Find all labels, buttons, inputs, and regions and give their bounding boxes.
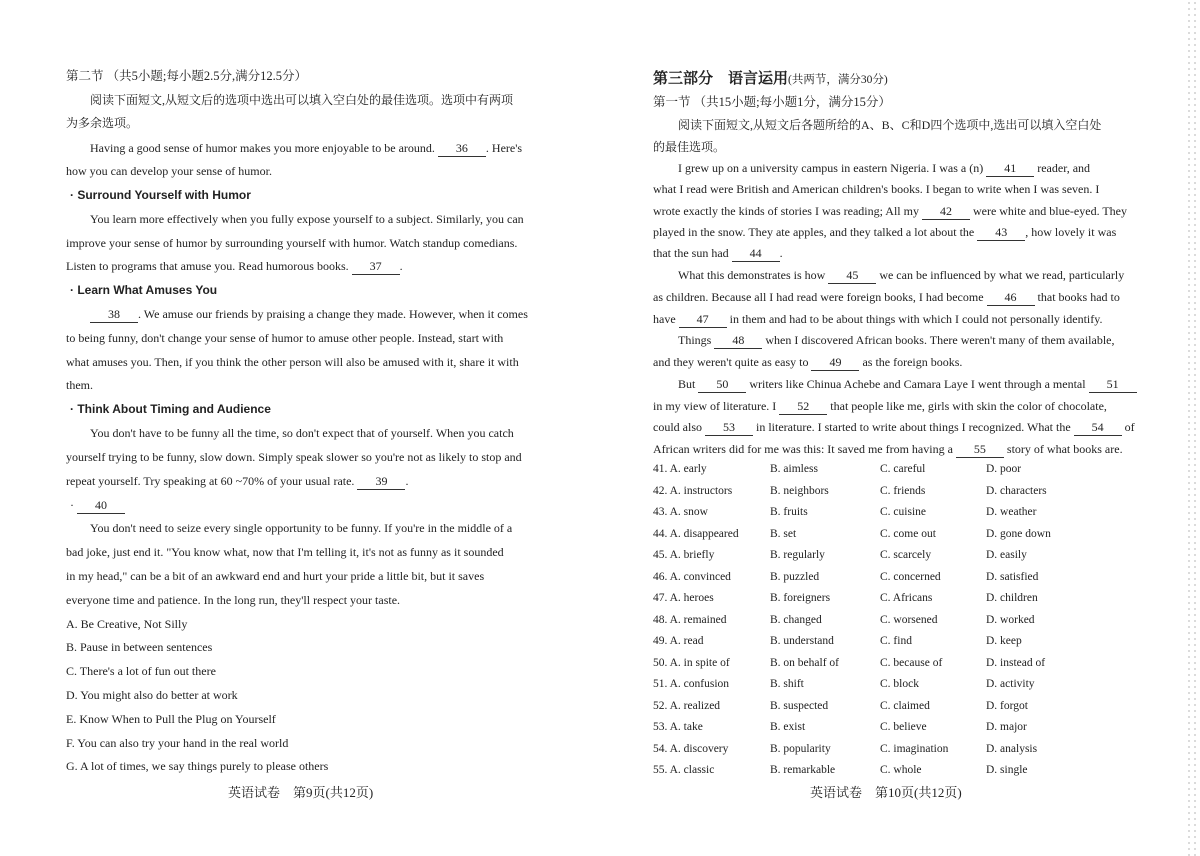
blank-50: 50 [698, 376, 746, 393]
paragraph-line: 38 . We amuse our friends by praising a change they made. However, when it comes [90, 306, 528, 323]
paragraph-line: them. [66, 378, 93, 392]
choice-45-d: D. easily [986, 549, 1027, 561]
option-c: C. There's a lot of fun out there [66, 664, 216, 678]
choice-54-d: D. analysis [986, 742, 1038, 755]
blank-46: 46 [987, 289, 1035, 306]
choice-52-a: 52. A. realized [653, 699, 721, 712]
passage-line: as children. Because all I had read were foreign books, I had become 46 that books had to [653, 290, 1120, 304]
passage-line: What this demonstrates is how 45 we can be influenced by what we read, particularly [678, 268, 1125, 282]
choice-55-c: C. whole [880, 764, 922, 776]
choice-44-a: 44. A. disappeared [653, 527, 739, 540]
choice-51-c: C. block [880, 678, 919, 690]
blank-38: 38 [90, 306, 138, 323]
blank-48: 48 [714, 332, 762, 349]
passage-line: and they weren't quite as easy to 49 as the foreign books. [653, 355, 963, 369]
blank-43: 43 [977, 224, 1025, 241]
passage-line: played in the snow. They ate apples, and they talked a lot about the 43 , how lovely it was [653, 225, 1117, 239]
choice-50-a: 50. A. in spite of [653, 656, 730, 669]
page-footer: 英语试卷 第9页(共12页) [228, 785, 374, 800]
choice-42-a: 42. A. instructors [653, 484, 733, 497]
choice-49-d: D. keep [986, 635, 1022, 647]
paragraph-line: bad joke, just end it. "You know what, now that I'm telling it, it's not as funny as it sounded [66, 545, 504, 559]
option-a: A. Be Creative, Not Silly [66, 617, 188, 631]
choice-53-b: B. exist [770, 721, 806, 733]
paragraph-line: what amuses you. Then, if you think the other person will also be amused with it, share it with [66, 355, 519, 369]
choice-51-d: D. activity [986, 678, 1035, 690]
blank-51: 51 [1089, 376, 1137, 393]
choice-50-d: D. instead of [986, 656, 1046, 669]
choice-46-d: D. satisfied [986, 570, 1039, 583]
passage-line: But 50 writers like Chinua Achebe and Camara Laye I went through a mental 51 [678, 376, 1137, 393]
choice-41-c: C. careful [880, 463, 926, 475]
blank-41: 41 [986, 160, 1034, 177]
choice-54-a: 54. A. discovery [653, 742, 729, 755]
passage-line: in my view of literature. I 52 that people like me, girls with skin the color of chocolate, [653, 399, 1107, 413]
page-footer: 英语试卷 第10页(共12页) [810, 785, 962, 800]
option-e: E. Know When to Pull the Plug on Yourself [66, 712, 276, 726]
heading-40: · 40 [70, 497, 125, 514]
heading-learn: · Learn What Amuses You [70, 283, 218, 297]
blank-37: 37 [352, 258, 400, 275]
choice-53-c: C. believe [880, 721, 927, 733]
choice-47-a: 47. A. heroes [653, 592, 714, 604]
choice-45-a: 45. A. briefly [653, 549, 715, 561]
option-g: G. A lot of times, we say things purely to please others [66, 759, 329, 773]
paragraph-line: You don't have to be funny all the time, so don't expect that of yourself. When you catch [90, 426, 514, 440]
choice-49-a: 49. A. read [653, 635, 704, 647]
choice-47-c: C. Africans [880, 592, 933, 604]
choice-41-a: 41. A. early [653, 463, 707, 475]
section-title: 第二节 （共5小题;每小题2.5分,满分12.5分） [66, 69, 307, 83]
choice-45-c: C. scarcely [880, 549, 932, 561]
paragraph-line: Listen to programs that amuse you. Read humorous books. 37 . [66, 259, 403, 273]
blank-54: 54 [1074, 419, 1122, 436]
choice-52-b: B. suspected [770, 699, 829, 712]
paragraph-line: yourself trying to be funny, slow down. Simply speak slower so you're not as likely to stop and [66, 450, 522, 464]
heading-timing: · Think About Timing and Audience [70, 402, 271, 416]
choice-51-b: B. shift [770, 678, 804, 690]
paragraph-line: You learn more effectively when you fully expose yourself to a subject. Similarly, you can [90, 212, 524, 226]
passage-line: that the sun had 44 . [653, 246, 783, 260]
choice-53-a: 53. A. take [653, 721, 703, 733]
choice-44-c: C. come out [880, 527, 936, 540]
intro-line: Having a good sense of humor makes you more enjoyable to be around. 36 . Here's [90, 141, 523, 155]
instruction-line: 阅读下面短文,从短文后各题所给的A、B、C和D四个选项中,选出可以填入空白处 [678, 118, 1102, 132]
passage-line: African writers did for me was this: It saved me from having a 55 story of what books are. [653, 442, 1123, 456]
section-title: 第一节 （共15小题;每小题1分，满分15分） [653, 95, 891, 109]
blank-44: 44 [732, 245, 780, 262]
blank-40: 40 [77, 497, 125, 514]
passage-line: wrote exactly the kinds of stories I was reading; All my 42 were white and blue-eyed. They [653, 204, 1128, 218]
intro-line: how you can develop your sense of humor. [66, 164, 272, 178]
blank-45: 45 [828, 267, 876, 284]
blank-47: 47 [679, 311, 727, 328]
choice-47-b: B. foreigners [770, 592, 831, 604]
choice-52-c: C. claimed [880, 699, 930, 712]
choice-55-a: 55. A. classic [653, 764, 715, 776]
instruction-line: 阅读下面短文,从短文后的选项中选出可以填入空白处的最佳选项。选项中有两项 [90, 93, 514, 107]
choice-43-a: 43. A. snow [653, 506, 708, 518]
choice-42-d: D. characters [986, 484, 1047, 497]
choice-48-a: 48. A. remained [653, 613, 727, 626]
instruction-line: 为多余选项。 [66, 116, 139, 130]
paragraph-line: everyone time and patience. In the long run, they'll respect your taste. [66, 593, 401, 607]
passage-line: have 47 in them and had to be about things with which I could not personally identify. [653, 312, 1103, 326]
choice-53-d: D. major [986, 721, 1027, 733]
choice-43-b: B. fruits [770, 506, 808, 518]
choice-45-b: B. regularly [770, 549, 825, 561]
choice-43-d: D. weather [986, 506, 1037, 518]
choice-49-c: C. find [880, 635, 912, 647]
blank-52: 52 [779, 398, 827, 415]
choice-49-b: B. understand [770, 635, 834, 647]
choice-51-a: 51. A. confusion [653, 678, 730, 690]
choice-54-c: C. imagination [880, 742, 949, 755]
choice-55-b: B. remarkable [770, 764, 836, 776]
choice-48-b: B. changed [770, 613, 822, 626]
choice-46-b: B. puzzled [770, 570, 820, 583]
choice-47-d: D. children [986, 592, 1038, 604]
choice-50-b: B. on behalf of [770, 656, 839, 669]
blank-55: 55 [956, 441, 1004, 458]
blank-53: 53 [705, 419, 753, 436]
option-b: B. Pause in between sentences [66, 640, 213, 654]
choice-54-b: B. popularity [770, 742, 831, 755]
choice-48-d: D. worked [986, 613, 1035, 626]
part-title: 第三部分 语言运用(共两节，满分30分) [653, 69, 888, 87]
choice-41-b: B. aimless [770, 463, 818, 475]
right-page [600, 0, 1200, 856]
choice-46-c: C. concerned [880, 570, 941, 583]
heading-surround: · Surround Yourself with Humor [70, 188, 251, 202]
instruction-line: 的最佳选项。 [653, 140, 726, 154]
paragraph-line: improve your sense of humor by surrounding yourself with humor. Watch standup comedians. [66, 236, 518, 250]
choice-42-c: C. friends [880, 484, 926, 497]
passage-line: could also 53 in literature. I started to write about things I recognized. What the 54 of [653, 420, 1135, 434]
paragraph-line: repeat yourself. Try speaking at 60 ~70% of your usual rate. 39 . [66, 474, 409, 488]
choice-52-d: D. forgot [986, 699, 1028, 712]
paragraph-line: You don't need to seize every single opportunity to be funny. If you're in the middle of a [90, 521, 513, 535]
option-d: D. You might also do better at work [66, 688, 238, 702]
choice-44-d: D. gone down [986, 527, 1051, 540]
passage-line: what I read were British and American children's books. I began to write when I was seven. I [653, 182, 1100, 196]
blank-49: 49 [811, 354, 859, 371]
choice-44-b: B. set [770, 527, 797, 540]
choice-48-c: C. worsened [880, 613, 938, 626]
choice-46-a: 46. A. convinced [653, 570, 731, 583]
choice-50-c: C. because of [880, 656, 943, 669]
blank-42: 42 [922, 203, 970, 220]
paragraph-line: to being funny, don't change your sense of humor to amuse other people. Instead, start with [66, 331, 504, 345]
choice-55-d: D. single [986, 764, 1028, 776]
blank-36: 36 [438, 140, 486, 157]
option-f: F. You can also try your hand in the real world [66, 736, 289, 750]
paragraph-line: in my head," can be a bit of an awkward end and hurt your pride a little bit, but it saves [66, 569, 485, 583]
choice-41-d: D. poor [986, 463, 1022, 475]
choice-42-b: B. neighbors [770, 484, 829, 497]
passage-line: I grew up on a university campus in eastern Nigeria. I was a (n) 41 reader, and [678, 161, 1091, 175]
blank-39: 39 [357, 473, 405, 490]
choice-43-c: C. cuisine [880, 506, 926, 518]
passage-line: Things 48 when I discovered African books. There weren't many of them available, [678, 333, 1115, 347]
